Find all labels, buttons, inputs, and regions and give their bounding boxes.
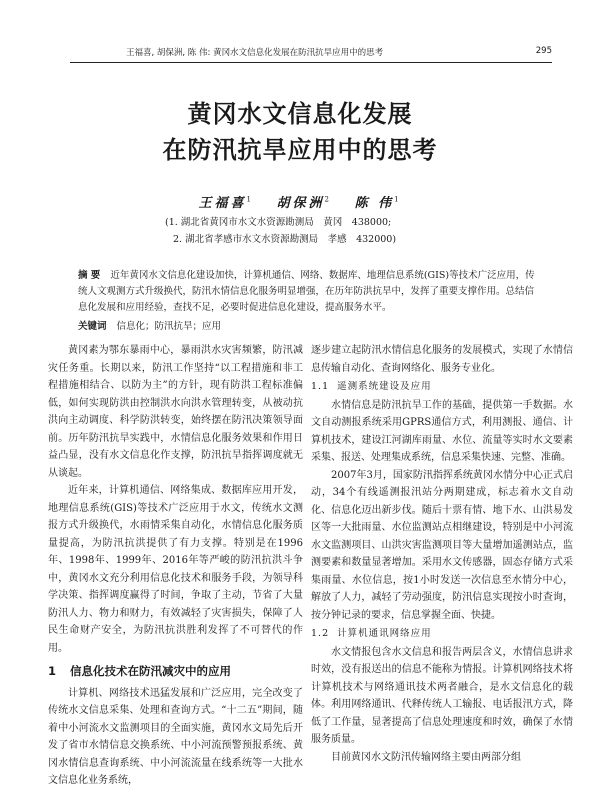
abstract-text: 近年黄冈水文信息化建设加快，计算机通信、网络、数据库、地理信息系统(GIS)等技术广泛应用，传统人文观测方式升级换代，防汛水情信息化服务明显增强，在历年防洪抗旱中，发挥了重要支撑作用。总结信息化发展和应用经验，查找不足，必要时促进信息化建设，提高服务水平。 xyxy=(78,270,535,313)
keywords xyxy=(78,318,540,332)
paragraph: 计算机、网络技术迅猛发展和广泛应用，完全改变了传统水文信息采集、处理和查询方式。“十二五”期间，随着中小河流水文监测项目的全面实施，黄冈水文局先后开发了省市水情信息交换系统、中小河流预警预报系统、黄冈水情信息查询系统、中小河流流量在线系统等一大批水文信息化业务系统， xyxy=(48,687,303,786)
section-heading xyxy=(48,663,303,681)
author-affil-mark: 1 xyxy=(394,195,402,204)
subsection-title: 计算机通讯网络应用 xyxy=(337,628,432,639)
subsection-heading xyxy=(311,625,573,643)
subsection-number: 1.1 xyxy=(311,381,330,392)
keywords-label: 关键词 xyxy=(78,321,107,332)
affiliation-1: (1. 湖北省黄冈市水文水资源勘测局 黄冈 438000; xyxy=(165,217,392,228)
right-column xyxy=(311,342,573,766)
author-name: 胡保洲 xyxy=(276,196,325,211)
page-number: 295 xyxy=(535,46,552,56)
subsection-title: 遥测系统建设及应用 xyxy=(337,381,432,392)
left-column xyxy=(48,342,303,790)
subsection-heading xyxy=(311,378,573,396)
abstract xyxy=(78,268,540,316)
paragraph: 2007年3月，国家防汛指挥系统黄冈水情分中心正式启动，34个有线遥测报汛站分两期建成，标志着水文自动化、信息化迈出新步伐。随后十票有情、地下水、山洪易发区等一大批雨量、水位监测站点相继建设，特别是中小河流水文监测项目、山洪灾害监测项目等大量增加遥测站点，监测要素和数量显著增加。采用水文传感器，固态存储方式采集雨量、水位信息，按1小时发送一次信息至水情分中心，解放了人力，减轻了劳动强度，防汛信息实现按小时查询，按分钟记录的要求，信息掌握全面、快捷。 xyxy=(311,469,573,621)
paragraph: 逐步建立起防汛水情信息化服务的发展模式，实现了水情信息传输自动化、查询网络化、服务专业化。 xyxy=(311,345,573,374)
author-affil-mark: 2 xyxy=(324,195,332,204)
author-name: 王福喜 xyxy=(198,196,247,211)
paragraph: 黄冈素为鄂东暴雨中心，暴雨洪水灾害频繁，防汛减灾任务重。长期以来，防汛工作坚持“以工程措施和非工程措施相结合、以防为主”的方针，现有防洪工程标准偏低，如何实现防洪由控制洪水向洪水管理转变，从被动抗洪向主动调度、科学防洪转变，始终摆在防汛决策领导面前。历年防汛抗旱实践中，水情信息化服务效果和作用日益凸显，没有水文信息化作支撑，防汛抗旱指挥调度就无从谈起。 xyxy=(48,345,303,479)
paragraph: 水文情报包含水文信息和报告两层含义，水情信息讲求时效，没有报送出的信息不能称为情报。计算机网络技术将计算机技术与网络通讯技术两者融合，是水文信息化的载体。利用网络通讯、代释传统人工输报、电话报汛方式，降低了工作量，显著提高了信息处理速度和时效，确保了水情服务质量。 xyxy=(311,646,573,745)
paragraph: 目前黄冈水文防汛传输网络主要由两部分组 xyxy=(331,751,521,763)
header-rule xyxy=(70,62,552,63)
paragraph: 水情信息是防汛抗旱工作的基础，提供第一手数据。水文自动测报系统采用GPRS通信方式，利用测报、通信、计算机技术，建设江河湖库雨量、水位、流量等实时水文要素采集、报送、处理集成系统，信息采集快速、完整、准确。 xyxy=(311,399,573,463)
keywords-text: 信息化；防汛抗旱；应用 xyxy=(116,321,222,332)
abstract-label: 摘 要 xyxy=(78,270,101,281)
paper-title-line-2: 在防汛抗旱应用中的思考 xyxy=(162,136,438,164)
section-number: 1 xyxy=(48,664,57,678)
author-name: 陈 伟 xyxy=(354,196,395,211)
section-title: 信息化技术在防汛减灾中的应用 xyxy=(70,664,232,678)
paper-title-line-1: 黄冈水文信息化发展 xyxy=(187,100,413,128)
paragraph: 近年来，计算机通信、网络集成、数据库应用开发，地理信息系统(GIS)等技术广泛应用于水文，传统水文测报方式升级换代，水雨情采集自动化，水情信息化服务质量提高，为防汛抗洪提供了有力支撑。特别是在1996年、1998年、1999年、2016年等严峻的防汛抗洪斗争中，黄冈水文充分利用信息化技术和服务手段，为领导科学决策、指挥调度赢得了时间，争取了主动，节省了大量防汛人力、物力和财力，有效减轻了灾害损失，保障了人民生命财产安全，为防汛抗洪胜利发挥了不可替代的作用。 xyxy=(48,485,303,654)
author-affil-mark: 1 xyxy=(246,195,254,204)
affiliation-2: 2. 湖北省孝感市水文水资源勘测局 孝感 432000) xyxy=(173,234,397,245)
subsection-number: 1.2 xyxy=(311,628,330,639)
running-header-title: 王福喜, 胡保洲, 陈 伟: 黄冈水文信息化发展在防汛抗旱应用中的思考 xyxy=(126,48,384,58)
author-list xyxy=(0,192,600,211)
